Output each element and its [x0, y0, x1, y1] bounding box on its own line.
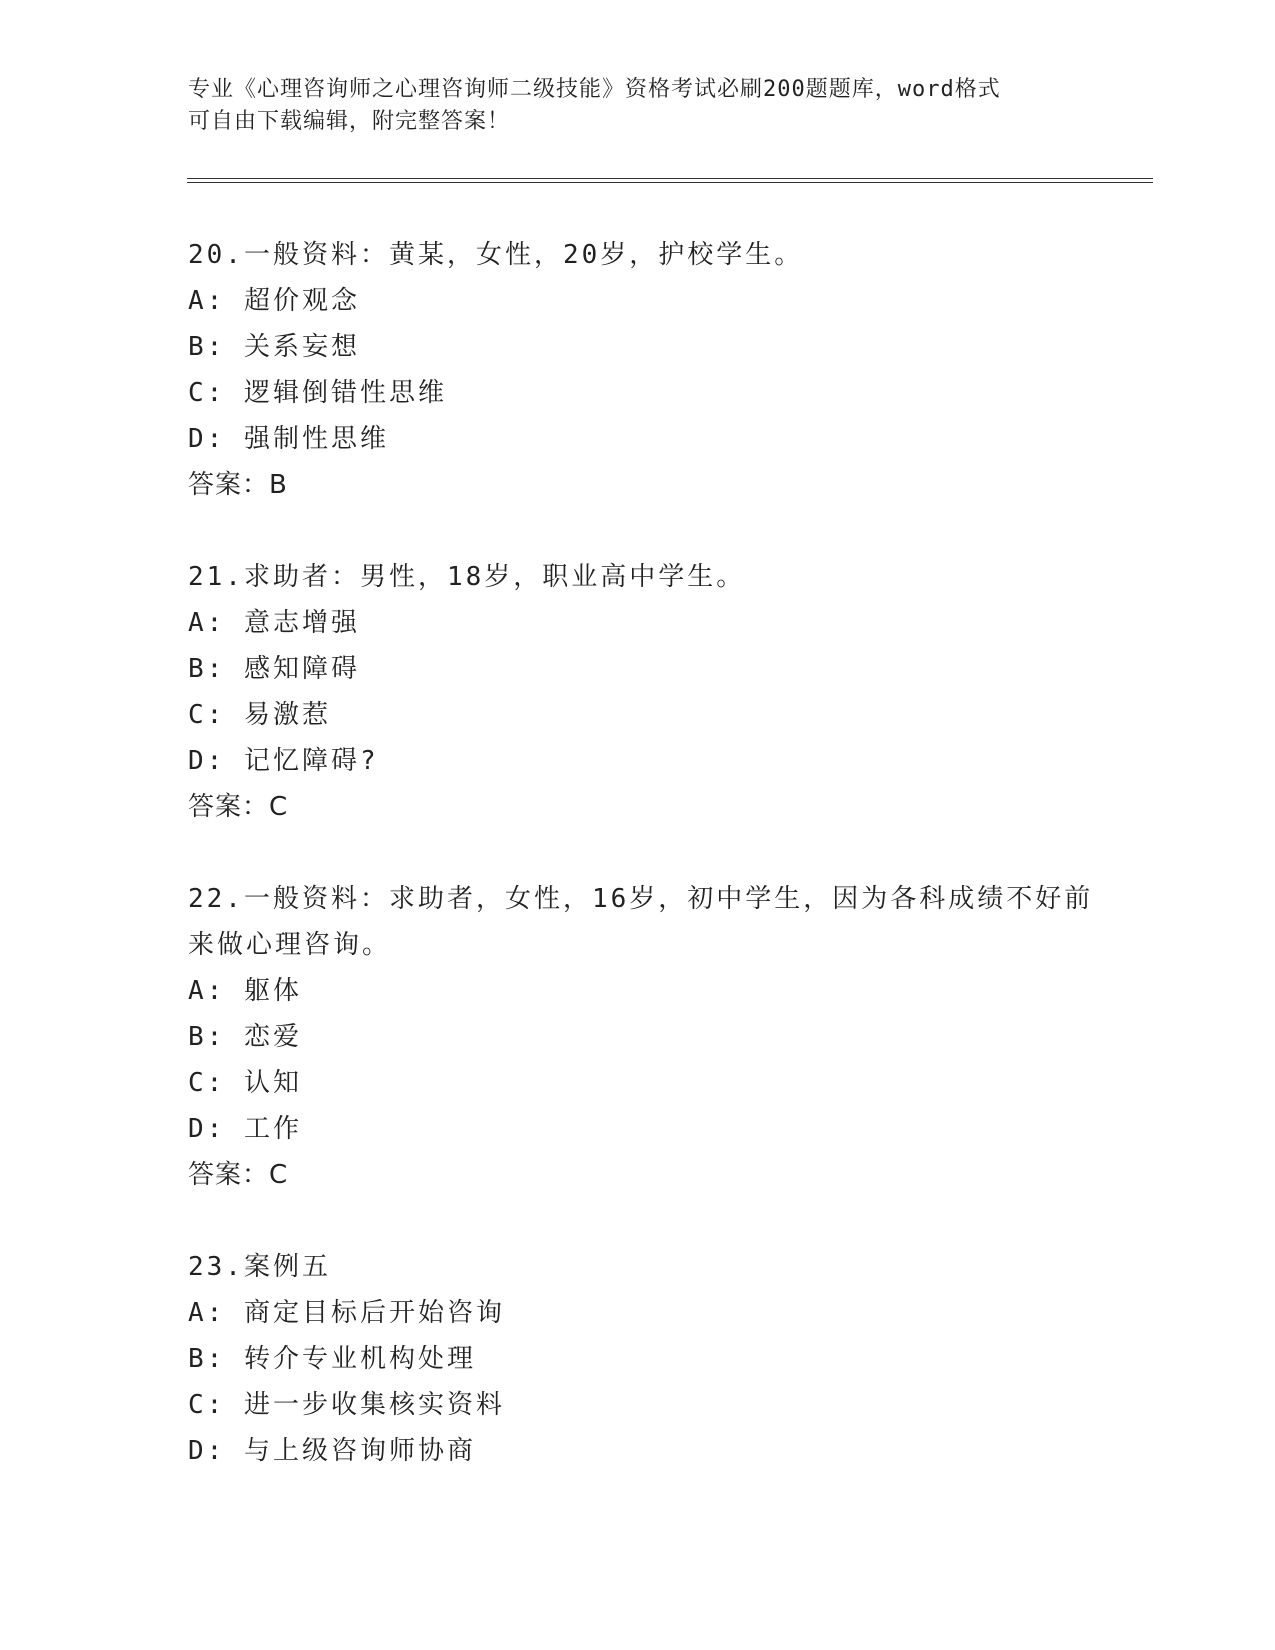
option-b: B: 转介专业机构处理 [188, 1344, 476, 1374]
document-header [188, 74, 1088, 138]
answer-label: 答案：C [188, 792, 289, 822]
question-stem: 23.案例五 [188, 1252, 331, 1282]
option-a: A: 商定目标后开始咨询 [188, 1298, 505, 1328]
question-stem: 22.一般资料：求助者，女性，16岁，初中学生，因为各科成绩不好前 [188, 884, 1094, 914]
option-d: D: 强制性思维 [188, 424, 389, 454]
question-text [188, 876, 1094, 968]
header-title-line-1: 专业《心理咨询师之心理咨询师二级技能》资格考试必刷200题题库，word格式 [188, 77, 1001, 102]
answer-label: 答案：C [188, 1160, 289, 1190]
question-stem-continued: 来做心理咨询。 [188, 930, 392, 960]
option-b: B: 关系妄想 [188, 332, 360, 362]
header-divider-top [187, 178, 1153, 179]
option-a: A: 意志增强 [188, 608, 360, 638]
question-21 [188, 554, 1088, 830]
question-text [188, 1244, 1088, 1290]
option-b: B: 恋爱 [188, 1022, 302, 1052]
option-d: D: 与上级咨询师协商 [188, 1436, 476, 1466]
option-d: D: 记忆障碍? [188, 746, 379, 776]
question-list [188, 232, 1094, 1520]
question-stem: 20.一般资料：黄某，女性，20岁，护校学生。 [188, 240, 804, 270]
option-c: C: 易激惹 [188, 700, 331, 730]
option-a: A: 超价观念 [188, 286, 360, 316]
option-c: C: 进一步收集核实资料 [188, 1390, 505, 1420]
question-23 [188, 1244, 1088, 1474]
header-title-line-2: 可自由下载编辑，附完整答案！ [188, 109, 511, 134]
option-c: C: 认知 [188, 1068, 302, 1098]
option-b: B: 感知障碍 [188, 654, 360, 684]
header-divider-bottom [187, 182, 1153, 183]
option-d: D: 工作 [188, 1114, 302, 1144]
question-text [188, 554, 1088, 600]
question-20 [188, 232, 1088, 508]
option-c: C: 逻辑倒错性思维 [188, 378, 447, 408]
question-22 [188, 876, 1094, 1198]
question-text [188, 232, 1088, 278]
option-a: A: 躯体 [188, 976, 302, 1006]
question-stem: 21.求助者：男性，18岁，职业高中学生。 [188, 562, 746, 592]
answer-label: 答案：B [188, 470, 288, 500]
